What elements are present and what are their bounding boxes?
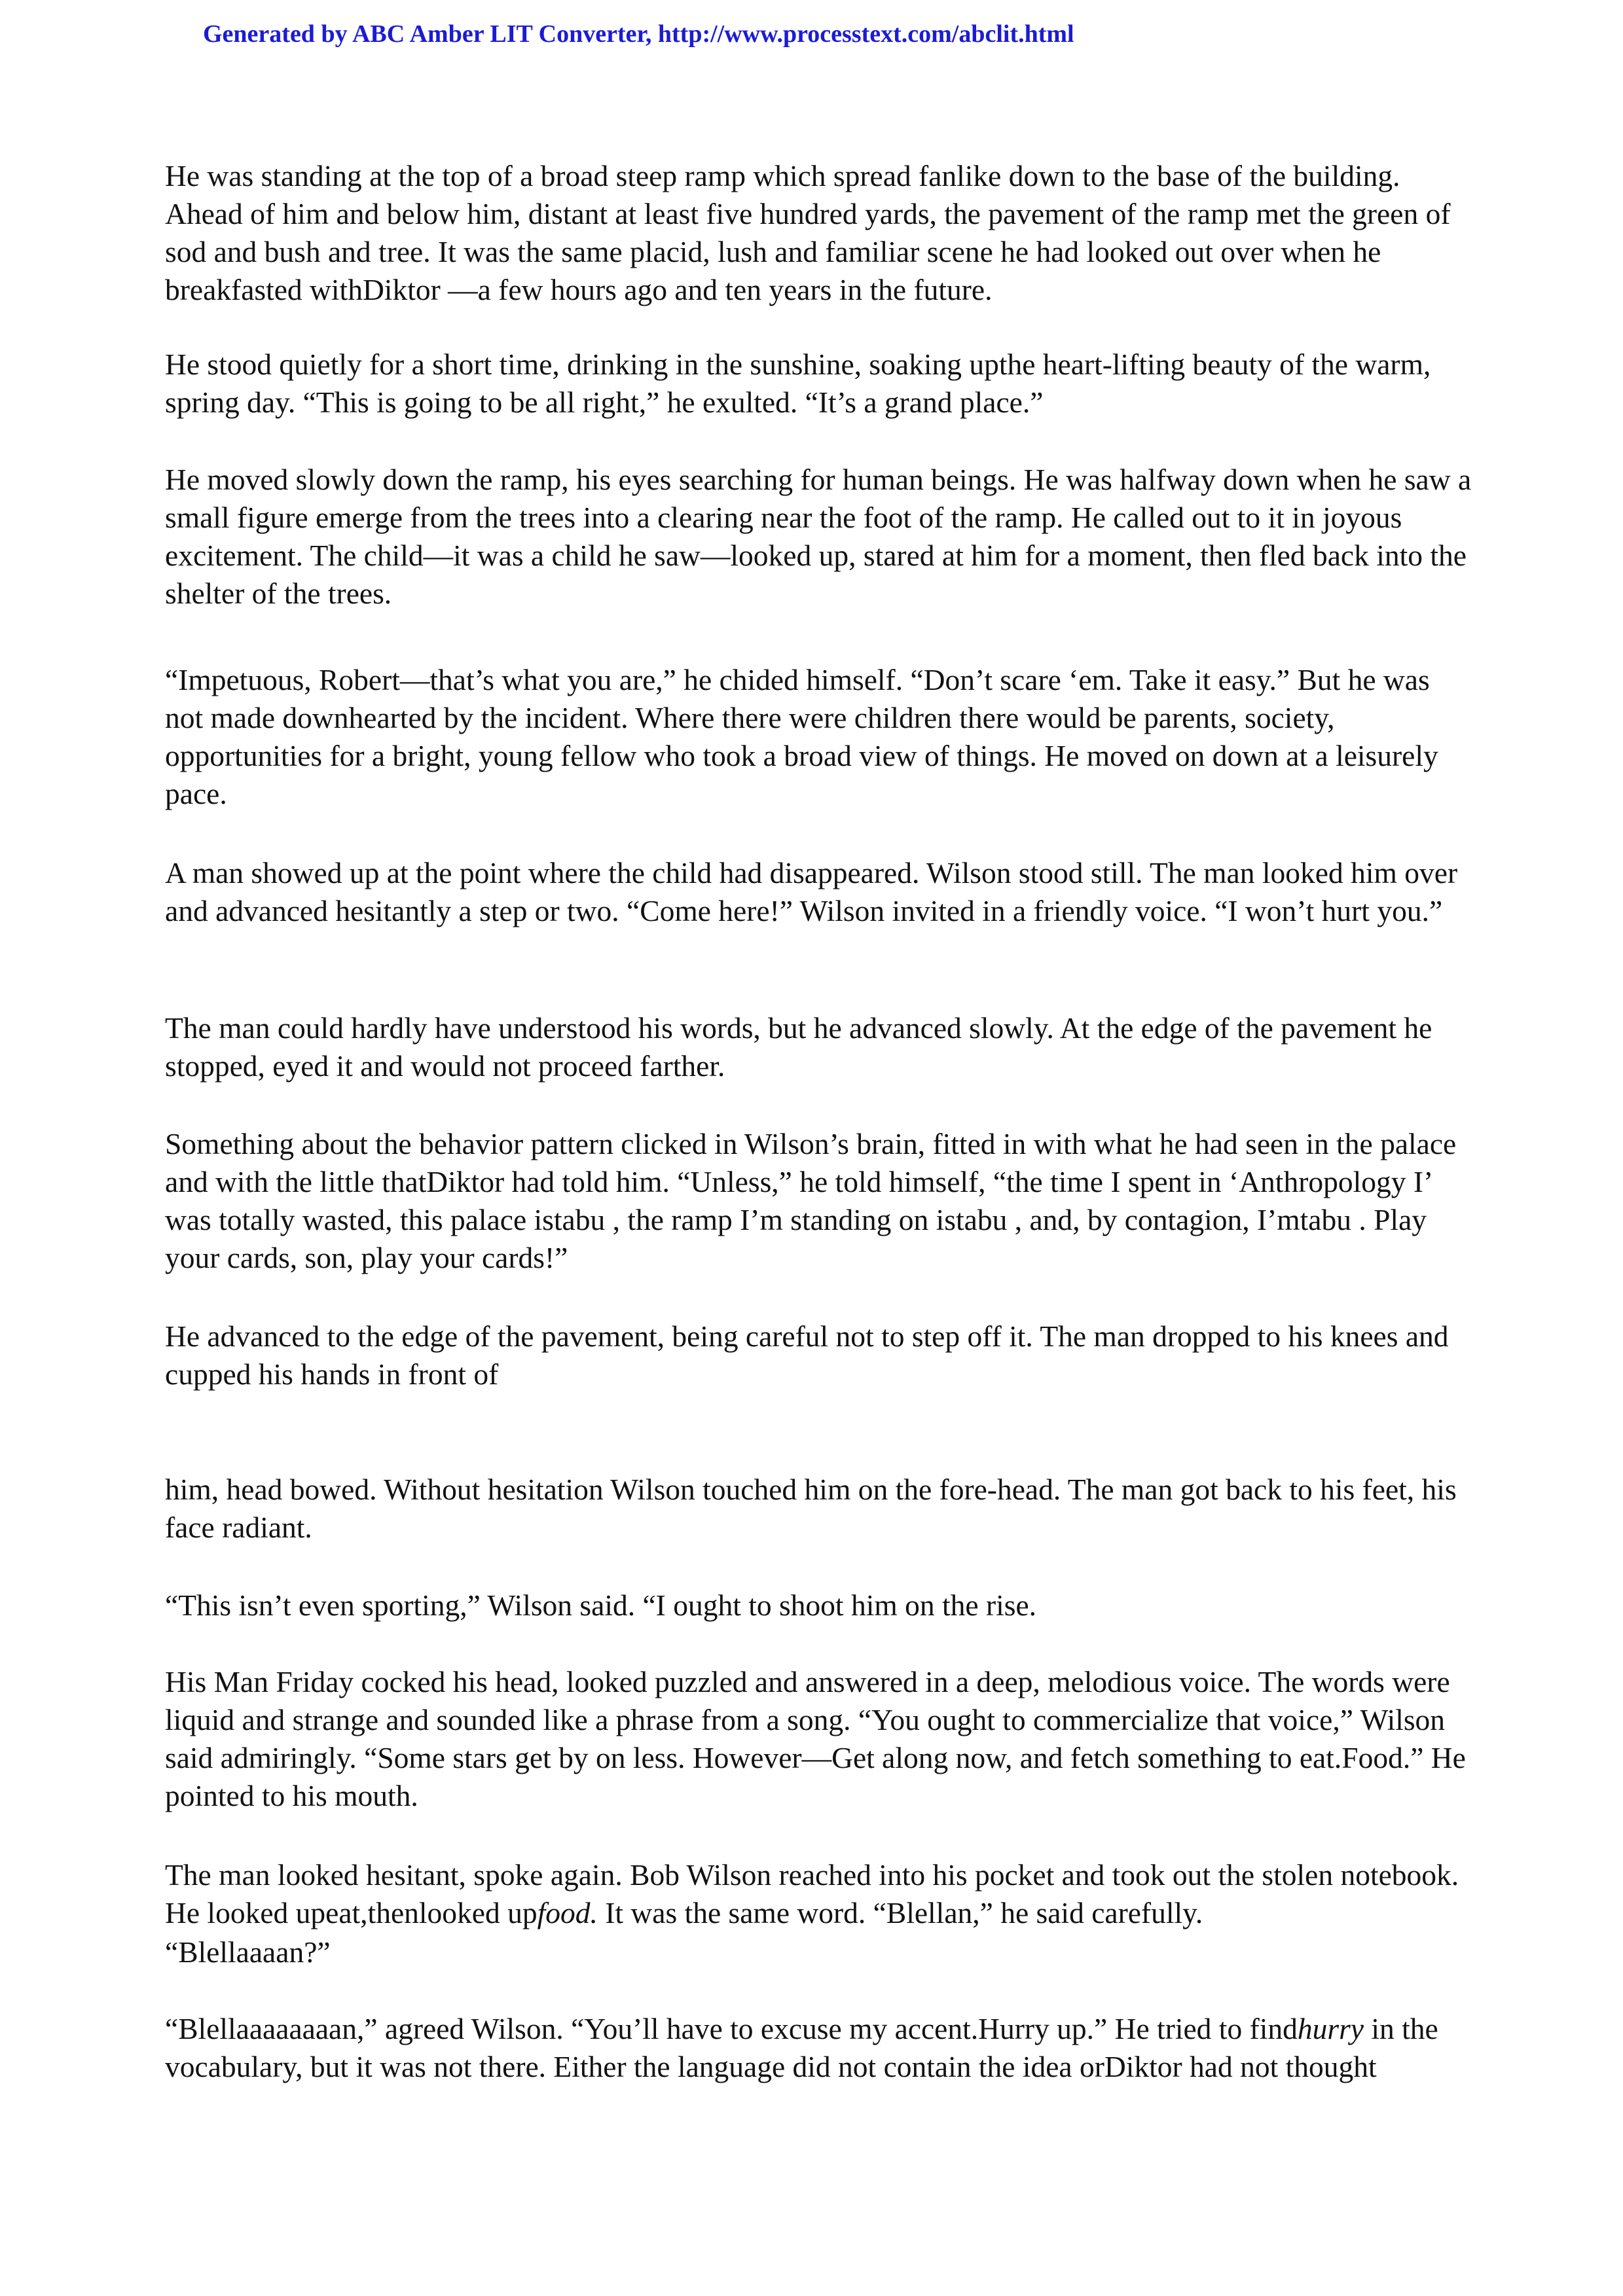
paragraph-7: Something about the behavior pattern clicked in Wilson’s brain, fitted in with what he had seen in the palace and with the little thatDiktor had told him. “Unless,” he told himself, “the time I spent in ‘Anthropology I’ was totally wasted, this palace istabu , the ramp I’m standing on istabu , and, by contagion, I’mtabu . Play your cards, son, play your cards!” <box>165 1127 1457 1274</box>
paragraph-11: His Man Friday cocked his head, looked puzzled and answered in a deep, melodious voice. The words were liquid and strange and sounded like a phrase from a song. “You ought to commercialize that voice,” Wilson said admiringly. “Some stars get by on less. However—Get along now, and fetch something to eat.Food.” He pointed to his mouth. <box>165 1665 1466 1812</box>
paragraph-10: “This isn’t even sporting,” Wilson said. “I ought to shoot him on the rise. <box>165 1588 1037 1622</box>
paragraph-12-italic: food. <box>537 1896 598 1929</box>
paragraph-14-text-b: in the vocabulary, but it was not there. Either the language did not contain the idea orDiktor had not thought <box>165 2012 1438 2083</box>
paragraph-14-text-a: “Blellaaaaaaaan,” agreed Wilson. “You’ll have to excuse my accent.Hurry up.” He tried to find <box>165 2012 1298 2045</box>
paragraph-14 <box>165 2010 1474 2086</box>
paragraph-13: “Blellaaaan?” <box>165 1935 331 1969</box>
paragraph-2: He stood quietly for a short time, drinking in the sunshine, soaking upthe heart-lifting beauty of the warm, spring day. “This is going to be all right,” he exulted. “It’s a grand place.” <box>165 348 1431 419</box>
paragraph-8: He advanced to the edge of the pavement, being careful not to step off it. The man dropped to his knees and cupped his hands in front of <box>165 1319 1449 1391</box>
paragraph-5: A man showed up at the point where the child had disappeared. Wilson stood still. The man looked him over and advanced hesitantly a step or two. “Come here!” Wilson invited in a friendly voice. “I won’t hurt you.” <box>165 856 1458 927</box>
paragraph-12-text-b: It was the same word. “Blellan,” he said carefully. <box>597 1896 1203 1929</box>
paragraph-4: “Impetuous, Robert—that’s what you are,” he chided himself. “Don’t scare ‘em. Take it easy.” But he was not made downhearted by the incident. Where there were children there would be parents, society, opportunities for a bright, young fellow who took a broad view of things. He moved on down at a leisurely pace. <box>165 663 1438 810</box>
paragraph-1: He was standing at the top of a broad steep ramp which spread fanlike down to the base of the building. Ahead of him and below him, distant at least five hundred yards, the pavement of the ramp met the green of sod and bush and tree. It was the same placid, lush and familiar scene he had looked out over when he breakfasted withDiktor —a few hours ago and ten years in the future. <box>165 159 1451 306</box>
paragraph-14-italic: hurry <box>1297 2012 1364 2045</box>
paragraph-12 <box>165 1856 1474 1932</box>
paragraph-9: him, head bowed. Without hesitation Wilson touched him on the fore-head. The man got back to his feet, his face radiant. <box>165 1473 1457 1544</box>
paragraph-6: The man could hardly have understood his words, but he advanced slowly. At the edge of the pavement he stopped, eyed it and would not proceed farther. <box>165 1011 1432 1083</box>
paragraph-3: He moved slowly down the ramp, his eyes searching for human beings. He was halfway down when he saw a small figure emerge from the trees into a clearing near the foot of the ramp. He called out to it in joyous excitement. The child—it was a child he saw—looked up, stared at him for a moment, then fled back into the shelter of the trees. <box>165 463 1472 610</box>
paragraph-12-text-a: The man looked hesitant, spoke again. Bob Wilson reached into his pocket and took out the stolen notebook. He looked upeat,thenlooked up <box>165 1858 1459 1929</box>
converter-header: Generated by ABC Amber LIT Converter, http://www.processtext.com/abclit.html <box>203 20 1074 48</box>
